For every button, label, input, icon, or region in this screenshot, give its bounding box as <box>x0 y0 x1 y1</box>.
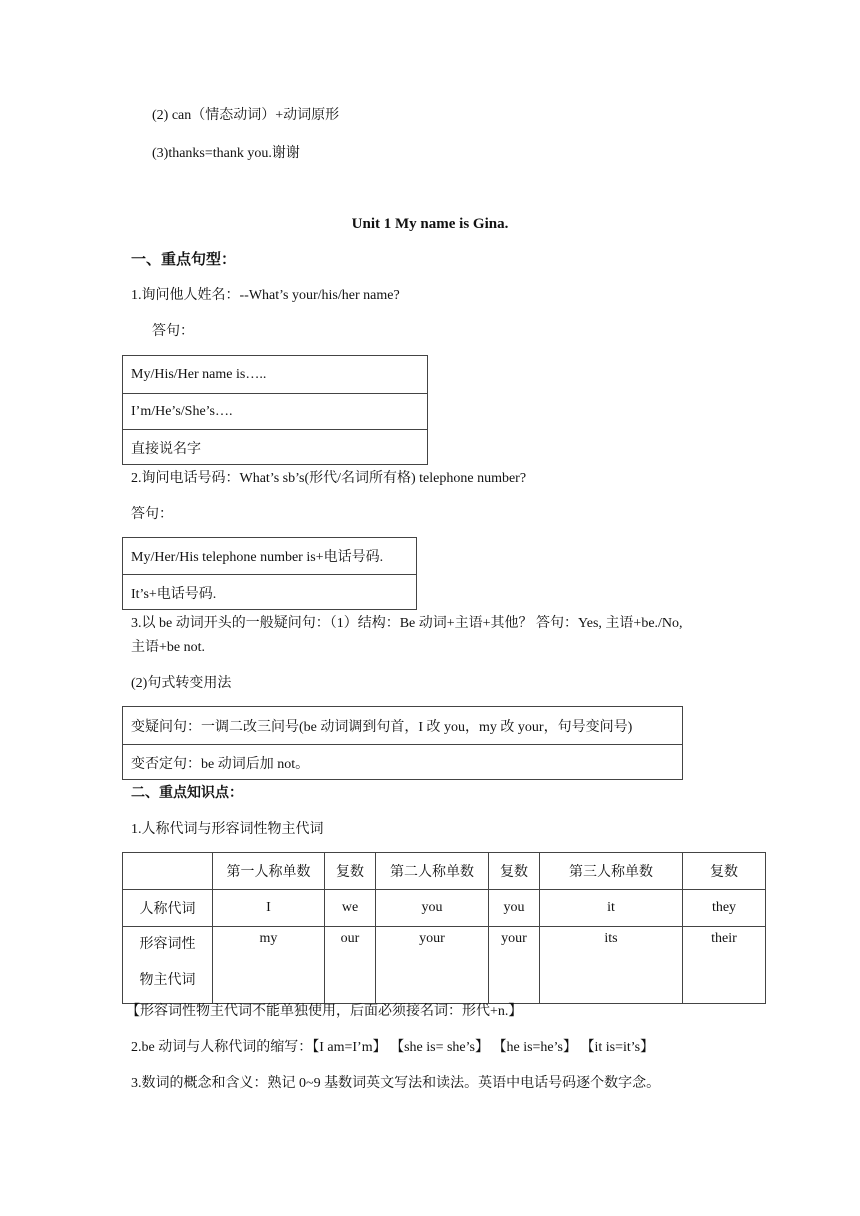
transform-text: 变否定句：be 动词后加 not。 <box>131 756 310 772</box>
question-2: 2.询问电话号码：What’s sb’s(形代/名词所有格) telephone number? <box>131 471 527 486</box>
answer-box-2 <box>122 537 417 610</box>
section2-heading: 二、重点知识点： <box>131 786 243 801</box>
knowledge-3: 3.数词的概念和含义：熟记 0~9 基数词英文写法和读法。英语中电话号码逐个数字念。 <box>131 1076 661 1091</box>
transform-row <box>123 744 682 780</box>
question-3-line-2: 主语+be not. <box>131 640 205 655</box>
answer-row <box>123 538 416 574</box>
table-row <box>123 927 766 1004</box>
answer-label-1: 答句： <box>152 324 194 339</box>
table-cell: your <box>376 927 489 1004</box>
answer-text: It’s+电话号码. <box>131 586 217 602</box>
table-cell: they <box>683 890 766 927</box>
answer-label-2: 答句： <box>131 507 173 522</box>
table-cell: we <box>325 890 376 927</box>
transform-row <box>123 707 682 744</box>
table-cell: their <box>683 927 766 1004</box>
table-header-cell: 复数 <box>325 853 376 890</box>
table-header-cell: 第二人称单数 <box>376 853 489 890</box>
intro-line-2: (2) can（情态动词）+动词原形 <box>152 108 340 123</box>
table-cell: you <box>489 890 540 927</box>
row-label: 人称代词 <box>123 890 213 927</box>
table-cell: our <box>325 927 376 1004</box>
answer-row <box>123 393 427 429</box>
row-label <box>123 927 213 1004</box>
table-cell: I <box>213 890 325 927</box>
answer-text: My/His/Her name is….. <box>131 366 267 382</box>
table-header-cell: 复数 <box>683 853 766 890</box>
table-header-cell: 第一人称单数 <box>213 853 325 890</box>
knowledge-1: 1.人称代词与形容词性物主代词 <box>131 822 324 837</box>
table-cell: my <box>213 927 325 1004</box>
table-row <box>123 890 766 927</box>
table-cell: your <box>489 927 540 1004</box>
row-label-line: 形容词性 <box>139 937 196 952</box>
table-header-row <box>123 853 766 890</box>
question-3-sub: (2)句式转变用法 <box>131 676 232 691</box>
intro-line-3: (3)thanks=thank you.谢谢 <box>152 146 300 161</box>
note-line: 【形容词性物主代词不能单独使用，后面必须接名词：形代+n.】 <box>126 1004 523 1019</box>
table-cell: you <box>376 890 489 927</box>
transform-text: 变疑问句：一调二改三问号(be 动词调到句首，I 改 you，my 改 your，句号变问号) <box>131 719 633 735</box>
table-cell: its <box>540 927 683 1004</box>
answer-text: 直接说名字 <box>131 441 201 457</box>
table-header-cell: 复数 <box>489 853 540 890</box>
transform-box <box>122 706 683 780</box>
knowledge-2: 2.be 动词与人称代词的缩写：【I am=I’m】 【she is= she’s】 【he is=he’s】 【it is=it’s】 <box>131 1040 655 1055</box>
row-label-line: 物主代词 <box>139 973 196 988</box>
table-header-cell <box>123 853 213 890</box>
answer-text: I’m/He’s/She’s…. <box>131 403 233 419</box>
question-3-line-1: 3.以 be 动词开头的一般疑问句：（1）结构：Be 动词+主语+其他？ 答句：Yes, 主语+be./No, <box>131 616 683 631</box>
question-1: 1.询问他人姓名：--What’s your/his/her name? <box>131 288 400 303</box>
answer-text: My/Her/His telephone number is+电话号码. <box>131 550 384 565</box>
answer-row <box>123 356 427 393</box>
table-cell: it <box>540 890 683 927</box>
answer-row <box>123 574 416 610</box>
answer-box-1 <box>122 355 428 465</box>
answer-row <box>123 429 427 465</box>
pronoun-table <box>122 852 766 1004</box>
section1-heading: 一、重点句型： <box>131 252 237 268</box>
table-header-cell: 第三人称单数 <box>540 853 683 890</box>
unit-title: Unit 1 My name is Gina. <box>351 216 509 232</box>
